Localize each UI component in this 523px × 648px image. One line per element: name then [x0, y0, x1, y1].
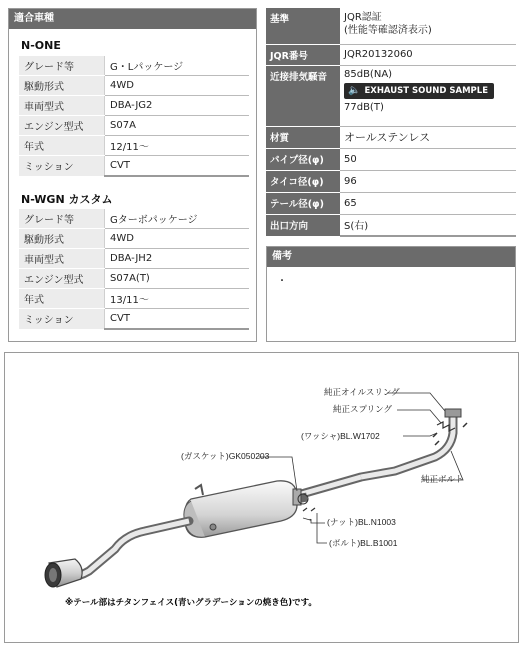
table-row	[19, 249, 249, 269]
leader-nut	[303, 518, 311, 521]
row-value: CVT	[105, 156, 250, 177]
tail-value: 65	[340, 192, 516, 214]
notes-header: 備考	[267, 247, 515, 267]
muffler-hanger	[195, 485, 203, 495]
row-label: エンジン型式	[19, 269, 105, 289]
fitment-table-n-one	[19, 56, 249, 177]
row-label: ミッション	[19, 156, 105, 177]
row-label: エンジン型式	[19, 116, 105, 136]
tail-tip-inner	[49, 568, 57, 582]
row-label: 年式	[19, 136, 105, 156]
leader-washer	[403, 433, 437, 436]
noise-before: 85dB(NA)	[344, 68, 393, 80]
pipe-label: パイプ径(φ)	[266, 148, 340, 170]
row-value: S07A	[105, 116, 250, 136]
material-value: オールステンレス	[340, 126, 516, 148]
table-row	[19, 289, 249, 309]
row-value: G・Lパッケージ	[105, 56, 250, 76]
hanger-bolt	[210, 524, 216, 530]
row-label: 車両型式	[19, 96, 105, 116]
row-value: CVT	[105, 309, 250, 330]
noise-after: 77dB(T)	[344, 101, 384, 113]
exhaust-sound-sample-button[interactable]	[344, 83, 494, 99]
silencer-label: タイコ径(φ)	[266, 170, 340, 192]
table-row	[266, 170, 516, 192]
model-name-n-one: N-ONE	[21, 39, 61, 52]
front-flange	[445, 409, 461, 417]
joint-bolts	[303, 508, 315, 511]
model-name-n-wgn: N-WGN カスタム	[21, 193, 113, 206]
label-bolt-genuine: 純正ボルト	[421, 474, 464, 484]
row-label: 車両型式	[19, 249, 105, 269]
fitment-panel	[8, 8, 257, 342]
material-label: 材質	[266, 126, 340, 148]
table-row	[19, 269, 249, 289]
row-value: DBA-JH2	[105, 249, 250, 269]
label-spring: 純正スプリング	[333, 404, 392, 414]
table-row	[19, 136, 249, 156]
table-row	[266, 8, 516, 44]
row-value: 4WD	[105, 229, 250, 249]
diagram-panel	[4, 352, 519, 643]
notes-text: ・	[277, 276, 287, 287]
table-row	[19, 229, 249, 249]
table-row	[19, 56, 249, 76]
standard-value	[340, 8, 516, 44]
spec-panel	[266, 8, 516, 239]
row-label: グレード等	[19, 209, 105, 229]
exit-value: S(右)	[340, 214, 516, 236]
leader-nut2	[311, 519, 325, 523]
table-row	[266, 126, 516, 148]
row-value: 4WD	[105, 76, 250, 96]
fitment-header: 適合車種	[9, 9, 256, 29]
pipe-value: 50	[340, 148, 516, 170]
standard-label: 基準	[266, 8, 340, 44]
table-row	[19, 309, 249, 330]
row-value: 12/11〜	[105, 136, 250, 156]
table-row	[266, 214, 516, 236]
table-row	[266, 148, 516, 170]
row-value: S07A(T)	[105, 269, 250, 289]
standard-line1: JQR認証	[344, 12, 382, 23]
label-gasket: (ガスケット)GK050203	[181, 451, 270, 461]
jqr-value: JQR20132060	[340, 44, 516, 65]
leader-bolt	[317, 513, 327, 543]
tail-pipe	[69, 521, 189, 577]
label-oil-ring: 純正オイルスリング	[324, 387, 400, 397]
label-bolt: (ボルト)BL.B1001	[329, 538, 398, 548]
exit-label: 出口方向	[266, 214, 340, 236]
notes-panel	[266, 246, 516, 342]
label-washer: (ワッシャ)BL.W1702	[301, 431, 380, 441]
table-row	[266, 192, 516, 214]
row-value: Gターボパッケージ	[105, 209, 250, 229]
jqr-label: JQR番号	[266, 44, 340, 65]
row-value: DBA-JG2	[105, 96, 250, 116]
table-row	[266, 44, 516, 65]
row-label: 駆動形式	[19, 76, 105, 96]
table-row	[19, 76, 249, 96]
row-label: 年式	[19, 289, 105, 309]
leader-spring	[397, 410, 441, 423]
noise-label: 近接排気騒音	[266, 65, 340, 126]
table-row	[19, 96, 249, 116]
spec-table	[266, 8, 516, 237]
table-row	[19, 116, 249, 136]
table-row	[266, 65, 516, 126]
row-label: ミッション	[19, 309, 105, 330]
table-row	[19, 209, 249, 229]
sound-button-label: EXHAUST SOUND SAMPLE	[364, 85, 489, 96]
row-label: グレード等	[19, 56, 105, 76]
standard-line2: (性能等確認済表示)	[344, 25, 432, 36]
noise-value	[340, 65, 516, 126]
speaker-icon: 🔈	[348, 84, 361, 96]
diagram-footnote: ※テール部はチタンフェイス(青いグラデーションの焼き色)です。	[65, 598, 317, 608]
silencer-value: 96	[340, 170, 516, 192]
tail-label: テール径(φ)	[266, 192, 340, 214]
row-value: 13/11〜	[105, 289, 250, 309]
row-label: 駆動形式	[19, 229, 105, 249]
fitment-table-n-wgn	[19, 209, 249, 330]
label-nut: (ナット)BL.N1003	[327, 517, 396, 527]
table-row	[19, 156, 249, 177]
exhaust-diagram	[5, 353, 518, 642]
